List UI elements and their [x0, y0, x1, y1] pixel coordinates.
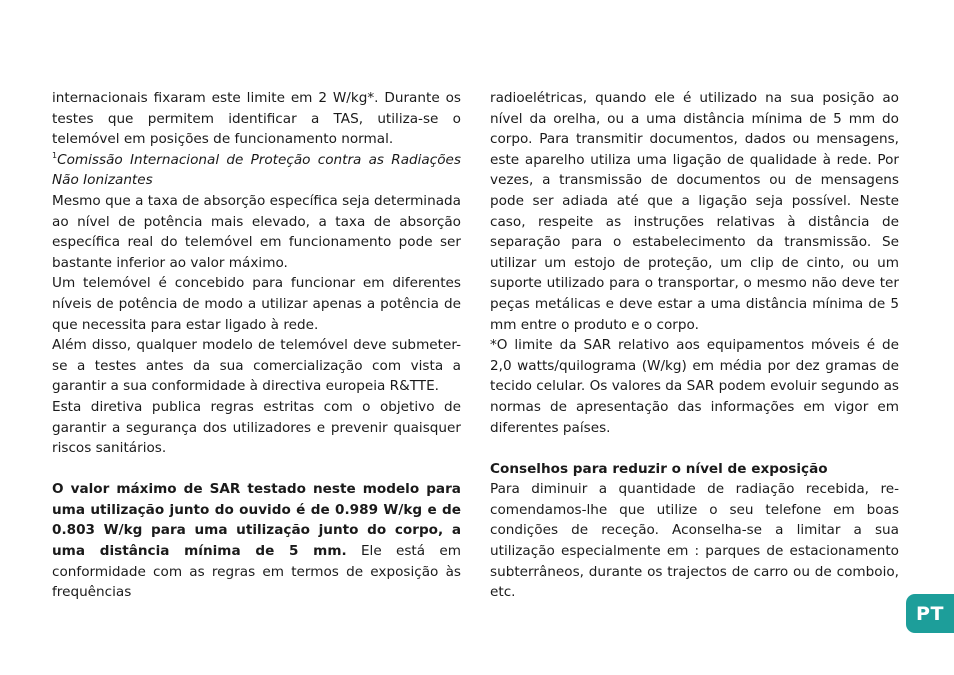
paragraph-sar-limit: internacionais fixaram este limite em 2 W/kg*. Durante os testes que permitem identificar a TAS, utiliza-se o telemóvel em posições de funcionamento normal. [52, 90, 461, 148]
spacer [490, 438, 899, 459]
paragraph-power-design: Um telemóvel é concebido para funcionar em diferentes níveis de potência de modo a utilizar apenas a potência de que necessita para estar ligado à rede. [52, 275, 461, 333]
language-tab: PT [906, 594, 954, 633]
footnote [52, 150, 461, 191]
paragraph-directive: Esta diretiva publica regras estritas com o objetivo de garantir a segurança dos utilizadores e prevenir quaisquer riscos sanitários. [52, 398, 461, 457]
right-column [490, 88, 899, 603]
paragraph-sar-values [52, 479, 461, 603]
section-heading: Conselhos para reduzir o nível de exposição [490, 460, 828, 477]
paragraph-testing: Além disso, qualquer modelo de telemóvel deve submeter-se a testes antes da sua comercialização com vista a garantir a sua conformidade à directiva europeia R&TTE. [52, 337, 461, 395]
spacer [52, 459, 461, 480]
footnote-mark: 1 [52, 150, 58, 160]
paragraph-advice: Para diminuir a quantidade de radiação recebida, recomendamos-lhe que utilize o seu telefone em boas condições de receção. Aconselha-se a limitar a sua utilização especialmente em : parques de estacionamento subterrâneos, durante os trajectos de carro ou de comboio, etc. [490, 481, 899, 601]
sar-values-bold: O valor máximo de SAR testado neste modelo para uma utilização junto do ouvido é de 0.989 W/kg e de 0.803 W/kg para uma utilização junto do corpo, a uma distância mínima de 5 mm. [52, 481, 461, 560]
footnote-text: Comissão Internacional de Proteção contra as Radiações Não Ionizantes [52, 151, 461, 189]
left-column [52, 88, 461, 603]
paragraph-power-level: Mesmo que a taxa de absorção específica seja determinada ao nível de potência mais elevado, a taxa de absorção específica real do telemóvel em funcionamento pode ser bastante inferior ao valor máximo. [52, 192, 461, 271]
paragraph-sar-note: *O limite da SAR relativo aos equipamentos móveis é de 2,0 watts/quilograma (W/kg) em média por dez gramas de tecido celular. Os valores da SAR podem evoluir segundo as normas de apresentação das informações em vigor em diferentes países. [490, 337, 899, 436]
sar-values-rest: Ele está em conformidade com as regras em termos de exposição às frequências [52, 543, 461, 601]
paragraph-exposure: radioelétricas, quando ele é utilizado na sua posição ao nível da orelha, ou a uma distância mínima de 5 mm do corpo. Para transmitir documentos, dados ou mensagens, este aparelho utiliza uma ligação de qualidade à rede. Por vezes, a transmissão de documentos ou de mensagens pode ser adiada até que a ligação seja possível. Neste caso, respeite as instruções relativas à distância de separação para o estabelecimento da transmissão. Se utilizar um estojo de proteção, um clip de cinto, ou um suporte utilizado para o transportar, o mesmo não deve ter peças metálicas e deve estar a uma distância mínima de 5 mm entre o produto e o corpo. [490, 90, 899, 333]
